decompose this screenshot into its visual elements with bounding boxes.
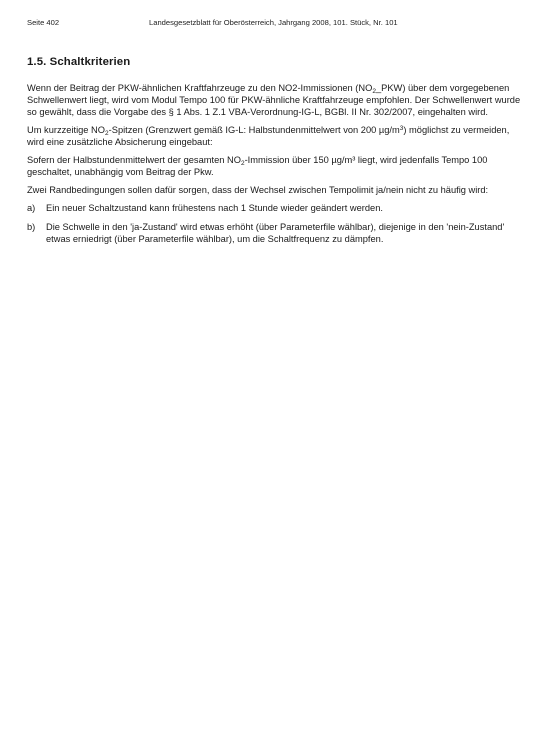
paragraph-threshold: [27, 82, 527, 118]
paragraph-peaks-text-c: ) möglichst zu vermeiden, wird eine zusätzliche Absicherung eingebaut:: [27, 125, 510, 147]
paragraph-threshold-text-b: _PKW) über dem vorgegebenen Schwellenwert liegt, wird vom Modul Tempo 100 für PKW-ähnliche Kraftfahrzeuge empfohlen. Der Schwellenwert wurde so gewählt, dass die Vorgabe des § 1 Abs. 1 Z.1 VBA-Verordnung-IG-L, BGBl. II Nr. 302/2007, eingehalten wird.: [27, 83, 521, 117]
paragraph-peaks-text-a: Um kurzzeitige NO: [27, 125, 106, 135]
paragraph-peaks-subscript: 2: [105, 130, 109, 137]
list-marker: b): [27, 222, 36, 232]
main-content: [27, 56, 527, 252]
section-title: 1.5. Schaltkriterien: [27, 56, 131, 68]
paragraph-peaks-text-b: -Spitzen (Grenzwert gemäß IG-L: Halbstundenmittelwert von 200 µg/m: [108, 125, 400, 135]
gazette-reference: Landesgesetzblatt für Oberösterreich, Jahrgang 2008, 101. Stück, Nr. 101: [149, 18, 398, 27]
paragraph-threshold-subscript: 2: [372, 88, 376, 95]
page-number: Seite 402: [27, 18, 60, 27]
list-item-text: Ein neuer Schaltzustand kann frühestens nach 1 Stunde wieder geändert werden.: [46, 203, 383, 213]
paragraph-safeguard: [27, 154, 527, 178]
paragraph-safeguard-text-b: -Immission über 150 µg/m³ liegt, wird jedenfalls Tempo 100 geschaltet, unabhängig vom Beitrag der Pkw.: [27, 155, 488, 177]
paragraph-conditions: Zwei Randbedingungen sollen dafür sorgen, dass der Wechsel zwischen Tempolimit ja/nein nicht zu häufig wird:: [27, 185, 489, 195]
paragraph-peaks-superscript: 3: [399, 125, 404, 132]
list-item-text: Die Schwelle in den 'ja-Zustand' wird etwas erhöht (über Parameterfile wählbar), diejenige in den 'nein-Zustand' etwas erniedrigt (über Parameterfile wählbar), um die Schaltfrequenz zu dämpfen.: [46, 222, 505, 244]
list-marker: a): [27, 203, 36, 213]
paragraph-safeguard-subscript: 2: [240, 160, 245, 167]
page-header: [27, 18, 524, 30]
paragraph-threshold-text-a: Wenn der Beitrag der PKW-ähnlichen Kraftfahrzeuge zu den NO2-Immissionen (NO: [27, 83, 373, 93]
paragraph-safeguard-text-a: Sofern der Halbstundenmittelwert der gesamten NO: [27, 155, 241, 165]
paragraph-peaks: [27, 124, 527, 148]
list-item: [27, 202, 527, 214]
list-item: [27, 221, 527, 245]
